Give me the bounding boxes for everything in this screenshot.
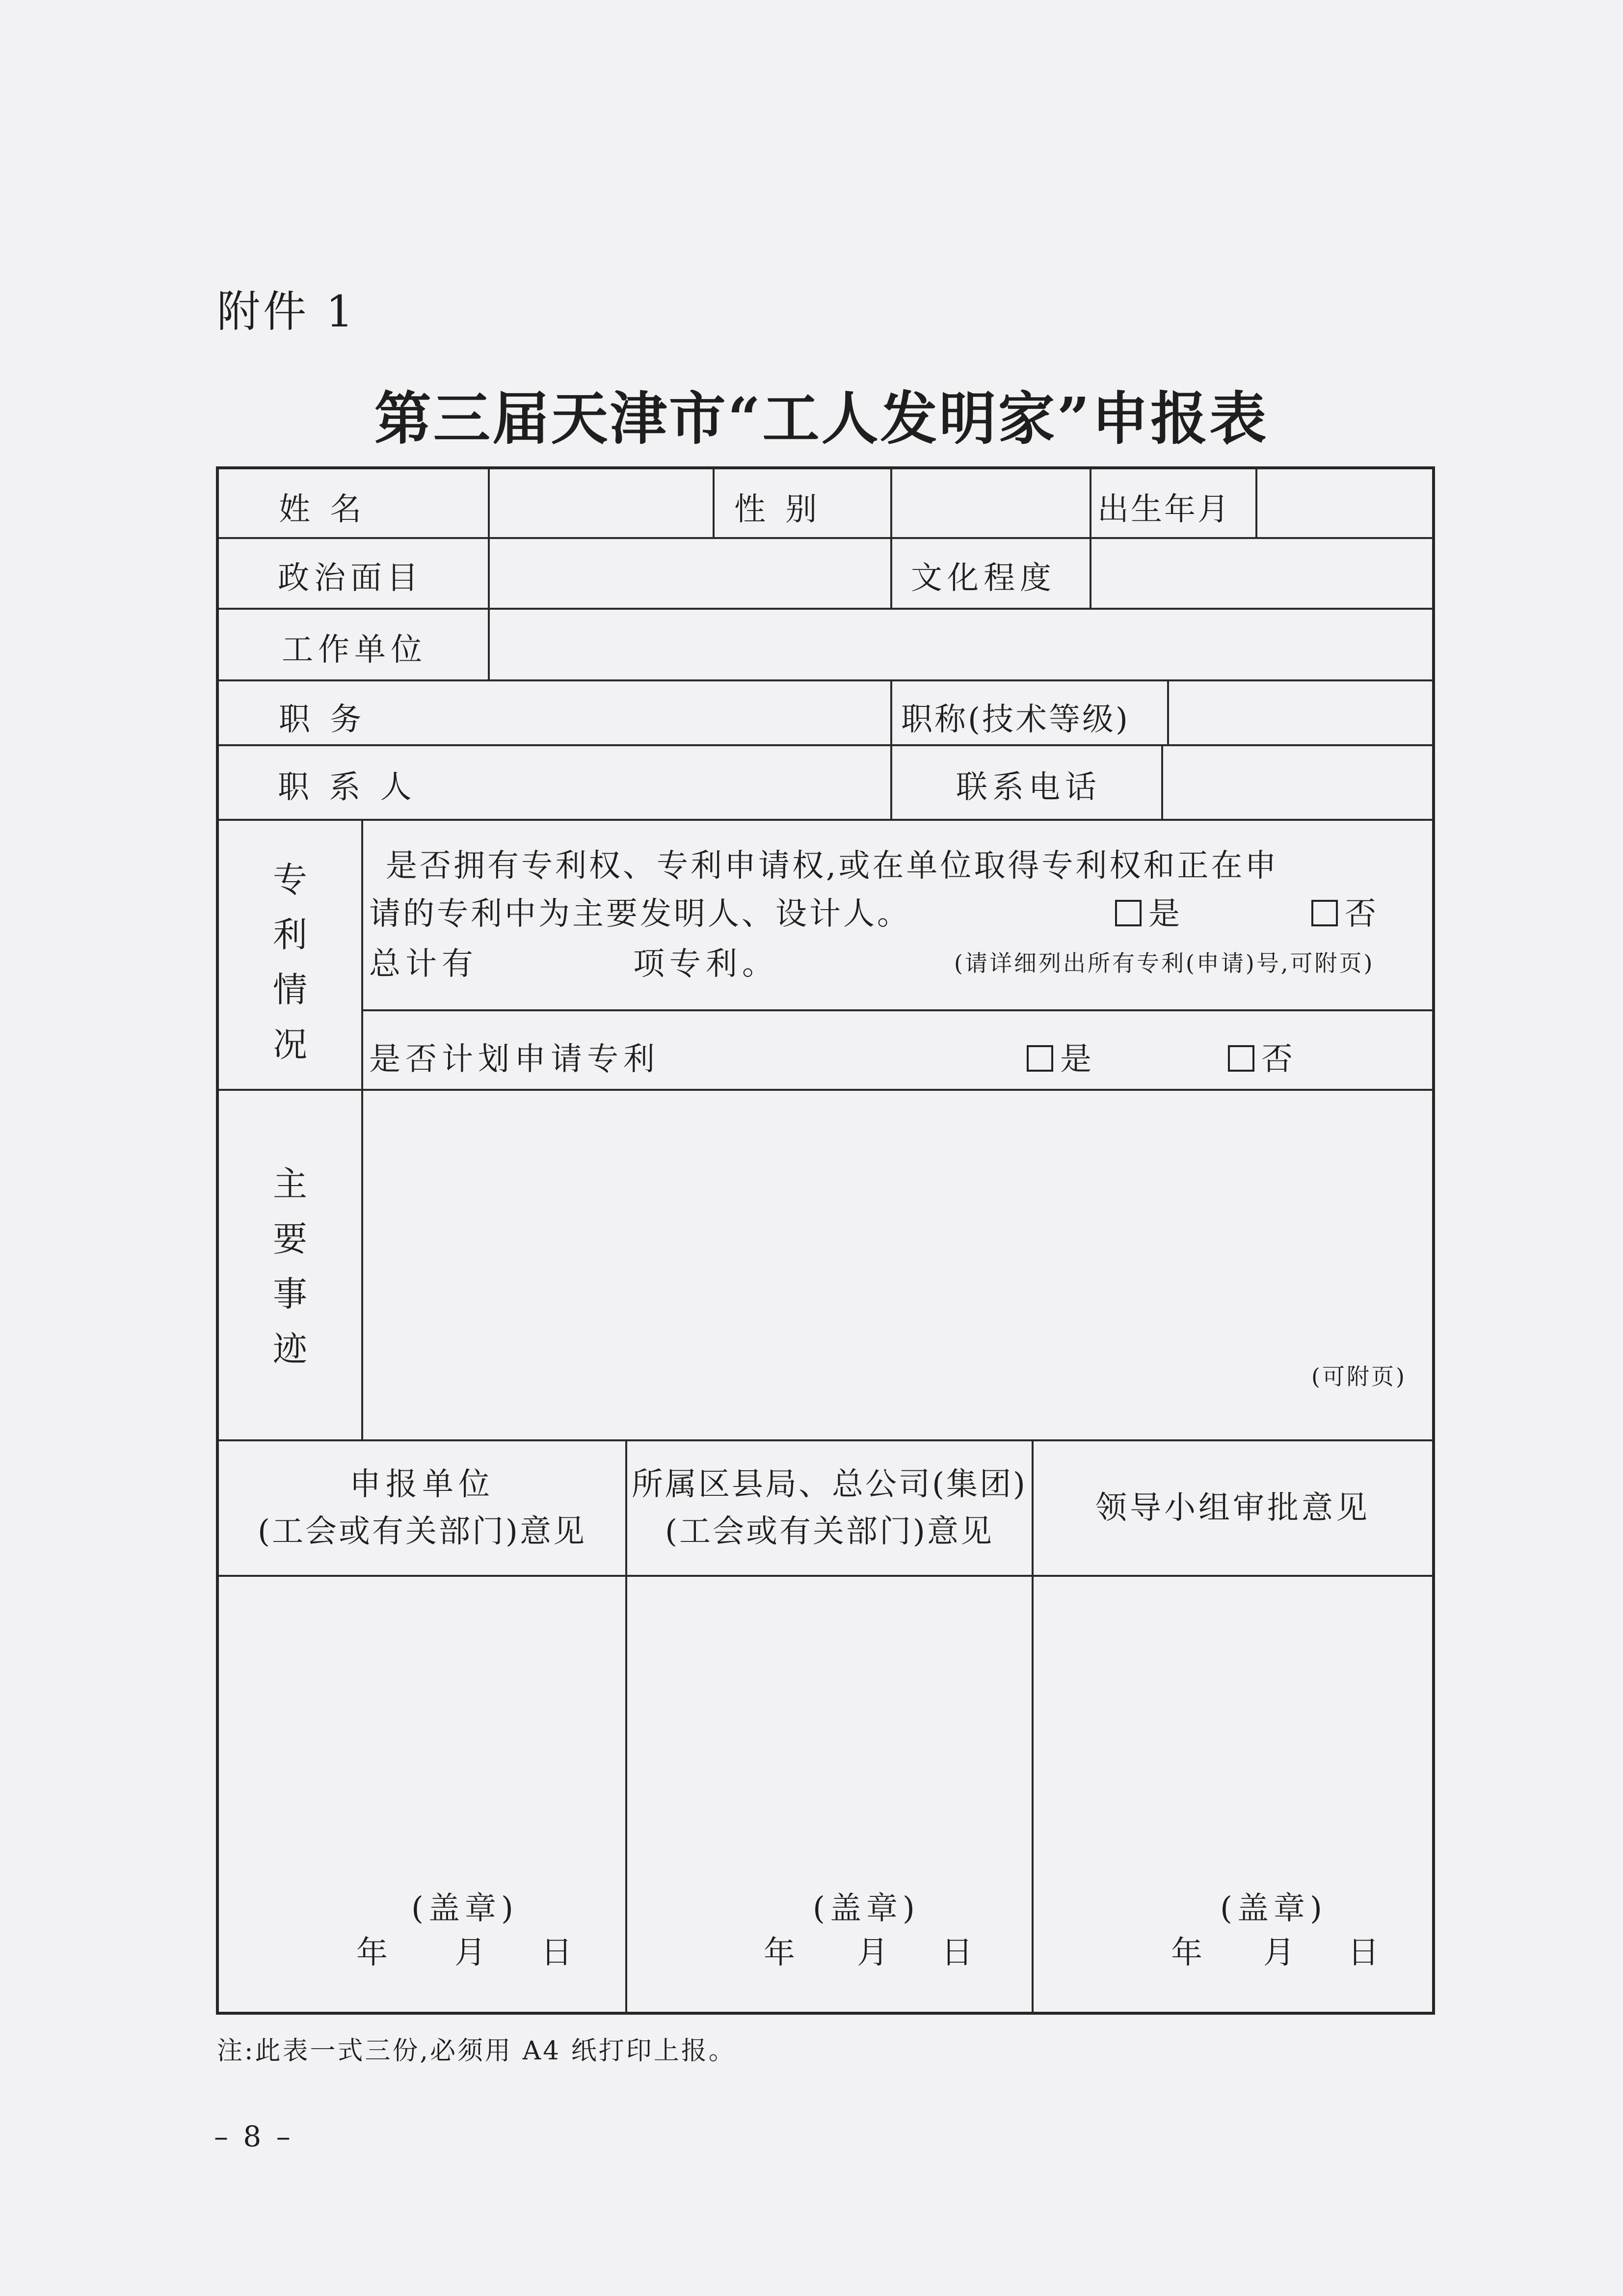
patent-question-line1: 是否拥有专利权、专利申请权,或在单位取得专利权和正在申: [386, 848, 1279, 884]
political-status-label: 政治面目: [278, 560, 423, 596]
application-form-table: [216, 466, 1435, 2015]
work-unit-label: 工作单位: [282, 632, 427, 668]
gender-field[interactable]: [892, 471, 1088, 535]
position-field[interactable]: [490, 681, 888, 742]
patent-question-line2: 请的专利中为主要发明人、设计人。: [369, 896, 911, 932]
district-opinion-header-line2: (工会或有关部门)意见: [665, 1513, 994, 1550]
position-label: 职 务: [279, 702, 367, 738]
date-month-label: 月: [857, 1935, 893, 1971]
date-day-label: 日: [941, 1935, 978, 1971]
patent-no-option[interactable]: 否: [1311, 889, 1381, 934]
education-field[interactable]: [1091, 539, 1430, 606]
date-year-label: 年: [764, 1935, 800, 1971]
footer-note: 注:此表一式三份,必须用 A4 纸打印上报。: [217, 2036, 736, 2066]
political-status-field[interactable]: [490, 539, 888, 606]
form-title: 第三届天津市“工人发明家”申报表: [374, 385, 1269, 452]
patent-section-label: 专利情况: [273, 860, 307, 1065]
checkbox-icon: [1311, 900, 1338, 926]
date-month-label: 月: [454, 1935, 491, 1971]
page-number: – 8 –: [214, 2120, 293, 2153]
leader-opinion-field[interactable]: [1034, 1578, 1430, 1872]
unit-opinion-header-line1: 申报单位: [349, 1466, 495, 1503]
attachment-label: 附件 1: [217, 286, 356, 337]
leader-group-opinion-header: 领导小组审批意见: [1095, 1490, 1370, 1526]
unit-opinion-field[interactable]: [221, 1578, 623, 1872]
main-deeds-field[interactable]: [364, 1092, 1430, 1435]
checkbox-icon: [1228, 1045, 1254, 1072]
patent-total-prefix: 总计有: [369, 946, 478, 982]
name-label: 姓 名: [279, 491, 367, 528]
plan-yes-option[interactable]: 是: [1027, 1034, 1096, 1079]
district-opinion-field[interactable]: [627, 1578, 1030, 1872]
patent-plan-question: 是否计划申请专利: [369, 1041, 660, 1078]
district-opinion-header-line1: 所属区县局、总公司(集团): [632, 1466, 1027, 1503]
birth-date-label: 出生年月: [1097, 491, 1231, 528]
checkbox-icon: [1115, 900, 1142, 926]
unit-opinion-header-line2: (工会或有关部门)意见: [258, 1513, 586, 1550]
date-day-label: 日: [541, 1935, 577, 1971]
patent-yes-option[interactable]: 是: [1115, 889, 1185, 934]
seal-label: (盖章): [813, 1891, 920, 1927]
date-year-label: 年: [356, 1935, 393, 1971]
seal-label: (盖章): [411, 1891, 518, 1927]
checkbox-icon: [1027, 1045, 1053, 1072]
plan-no-option[interactable]: 否: [1228, 1034, 1298, 1079]
date-month-label: 月: [1263, 1935, 1300, 1971]
gender-label: 性 别: [734, 491, 822, 528]
name-field[interactable]: [490, 471, 711, 535]
contact-phone-field[interactable]: [1163, 746, 1430, 817]
patent-detail-note: (请详细列出所有专利(申请)号,可附页): [954, 950, 1375, 976]
work-unit-field[interactable]: [490, 610, 1430, 677]
date-year-label: 年: [1171, 1935, 1207, 1971]
education-label: 文化程度: [911, 560, 1056, 596]
deeds-attach-note: (可附页): [1311, 1363, 1407, 1390]
date-day-label: 日: [1348, 1935, 1384, 1971]
contact-phone-label: 联系电话: [956, 769, 1101, 806]
contact-person-label: 职 系 人: [278, 769, 417, 806]
seal-label: (盖章): [1220, 1891, 1327, 1927]
main-deeds-label: 主要事迹: [273, 1164, 307, 1369]
birth-date-field[interactable]: [1257, 471, 1430, 535]
professional-title-label: 职称(技术等级): [901, 702, 1130, 738]
professional-title-field[interactable]: [1169, 681, 1430, 742]
patent-total-suffix: 项专利。: [633, 946, 778, 982]
